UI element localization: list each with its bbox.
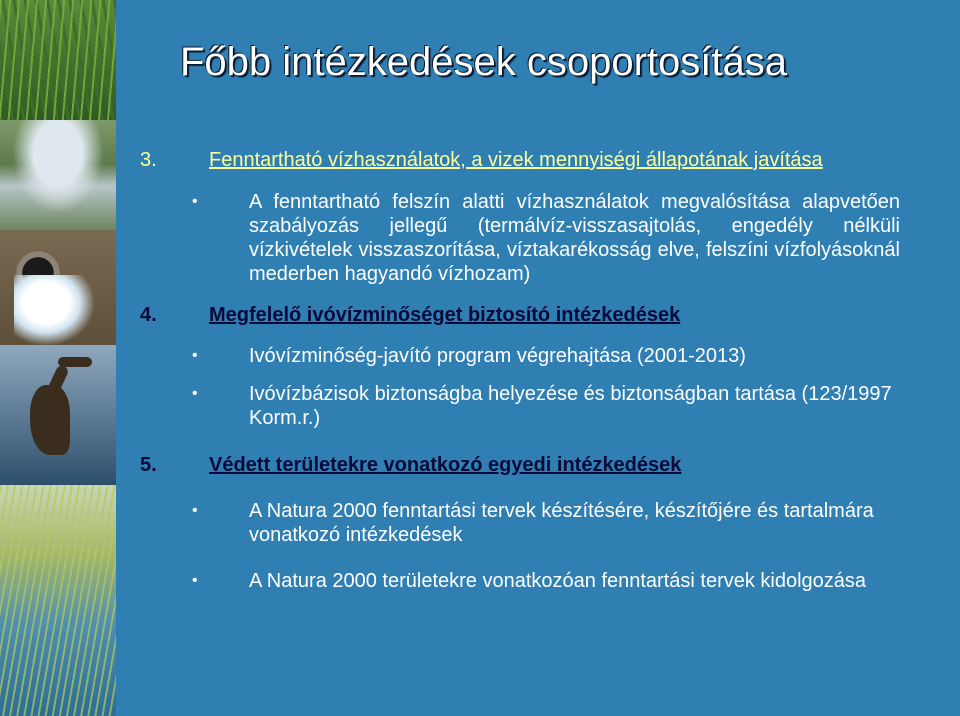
slide-title: Főbb intézkedések csoportosítása <box>180 40 788 84</box>
section-5-heading <box>140 453 900 477</box>
list-item-text: A Natura 2000 fenntartási tervek készítésére, készítőjére és tartalmára vonatkozó intézkedések <box>249 500 874 546</box>
list-item <box>140 569 900 593</box>
section-heading-text: Megfelelő ivóvízminőséget biztosító intézkedések <box>209 304 681 326</box>
bird-neck-shape <box>46 364 70 396</box>
bird-head-shape <box>58 357 92 367</box>
list-item <box>140 499 900 547</box>
section-heading-text: Fenntartható vízhasználatok, a vizek mennyiségi állapotának javítása <box>209 149 823 171</box>
reeds-photo <box>0 0 116 120</box>
bullet-glyph: • <box>192 502 198 519</box>
section-number: 3. <box>140 149 157 171</box>
bullet-glyph: • <box>192 193 198 210</box>
section-number: 4. <box>140 304 157 326</box>
wetland-photo <box>0 485 116 716</box>
list-item-text: Ivóvízbázisok biztonságba helyezése és biztonságban tartása (123/1997 Korm.r.) <box>249 383 892 429</box>
list-item <box>140 382 900 430</box>
slide-content <box>140 148 900 593</box>
river-photo <box>0 120 116 230</box>
section-number: 5. <box>140 454 157 476</box>
list-item-text: Ivóvízminőség-javító program végrehajtása (2001-2013) <box>249 345 746 367</box>
list-item <box>140 190 900 286</box>
water-splash-shape <box>14 275 94 345</box>
section-4-heading <box>140 303 900 327</box>
bird-body-shape <box>30 385 70 455</box>
outflow-pipe-photo <box>0 230 116 345</box>
bullet-glyph: • <box>192 347 198 364</box>
photo-strip <box>0 0 116 716</box>
bullet-glyph: • <box>192 572 198 589</box>
section-3-heading <box>140 148 900 172</box>
bullet-glyph: • <box>192 385 198 402</box>
list-item-text: A Natura 2000 területekre vonatkozóan fenntartási tervek kidolgozása <box>249 570 867 592</box>
list-item <box>140 344 900 368</box>
list-item-text: A fenntartható felszín alatti vízhasználatok megvalósítása alapvetően szabályozás jellegű (termálvíz-visszasajtolás, engedély nélküli vízkivételek visszaszorítása, víztakarékosság elve, felszíni vízfolyásoknál mederben hagyandó vízhozam) <box>249 191 900 285</box>
cormorant-photo <box>0 345 116 485</box>
section-heading-text: Védett területekre vonatkozó egyedi intézkedések <box>209 454 682 476</box>
